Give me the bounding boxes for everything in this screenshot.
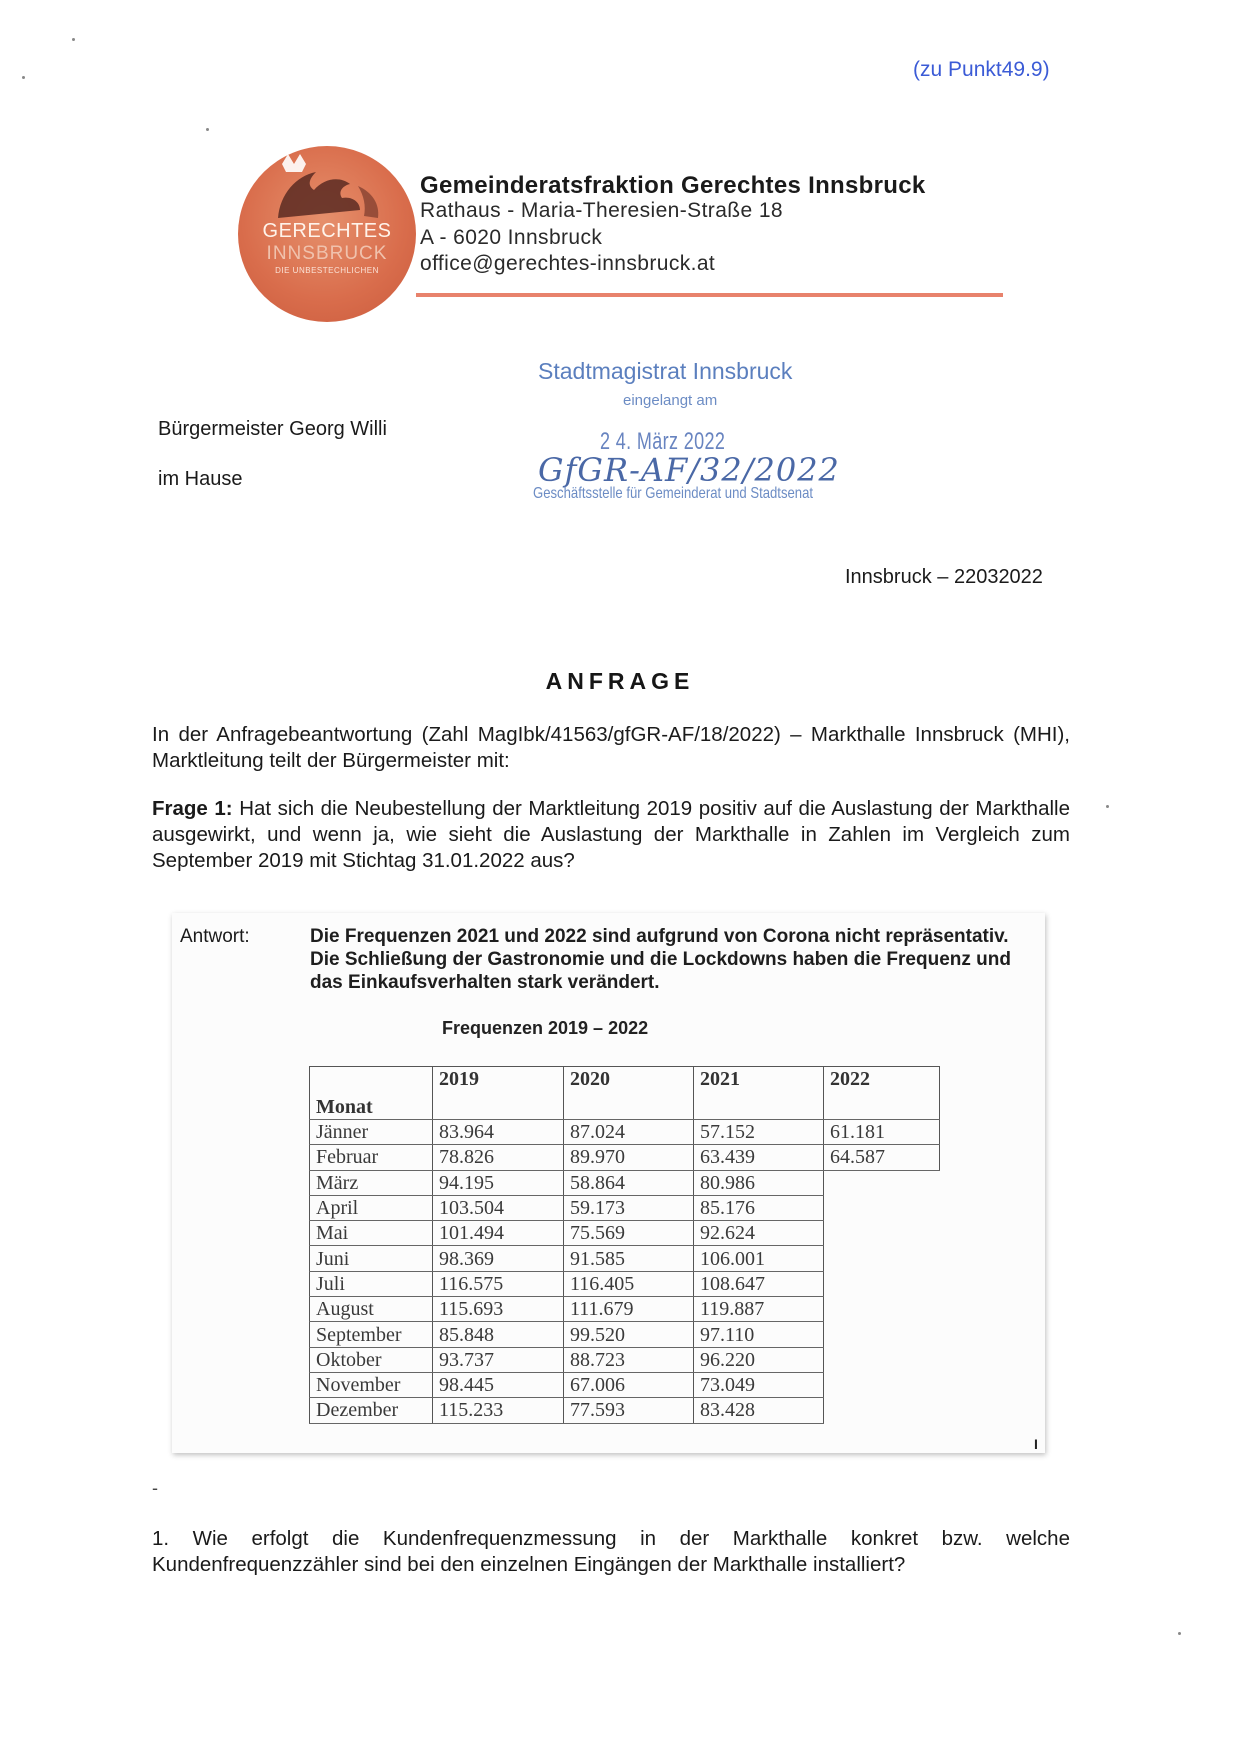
cell-value <box>824 1195 940 1220</box>
cell-value: 99.520 <box>564 1322 694 1347</box>
scan-speck <box>206 128 209 131</box>
cell-month: Juli <box>310 1271 433 1296</box>
cell-value: 106.001 <box>694 1246 824 1271</box>
cell-value: 119.887 <box>694 1297 824 1322</box>
cell-month: Mai <box>310 1221 433 1246</box>
stamp-received-label: eingelangt am <box>623 392 718 409</box>
stamp-office: Stadtmagistrat Innsbruck <box>538 358 793 384</box>
cell-value: 115.693 <box>433 1297 564 1322</box>
cell-value <box>824 1221 940 1246</box>
cell-month: Jänner <box>310 1120 433 1145</box>
cell-value: 94.195 <box>433 1170 564 1195</box>
cell-value <box>824 1372 940 1397</box>
table-row <box>310 1246 940 1271</box>
cell-value: 93.737 <box>433 1347 564 1372</box>
margin-tick-mark: I <box>1034 1436 1038 1452</box>
cell-value <box>824 1246 940 1271</box>
cell-month: April <box>310 1195 433 1220</box>
question-1: 1. Wie erfolgt die Kundenfrequenzmessung in der Markthalle konkret bzw. welche Kundenfrequenzzähler sind bei den einzelnen Eingängen der Markthalle installiert? <box>152 1527 1070 1576</box>
place-date: Innsbruck – 22032022 <box>845 566 1043 588</box>
cell-value: 88.723 <box>564 1347 694 1372</box>
answer-text: Die Frequenzen 2021 und 2022 sind aufgrund von Corona nicht repräsentativ. Die Schließung der Gastronomie und die Lockdowns haben die Frequenz und das Einkaufsverhalten stark verändert. <box>310 926 1011 993</box>
cell-month: September <box>310 1322 433 1347</box>
document-title: ANFRAGE <box>545 668 695 694</box>
table-title: Frequenzen 2019 – 2022 <box>442 1018 649 1038</box>
cell-value: 73.049 <box>694 1372 824 1397</box>
cell-value <box>824 1322 940 1347</box>
cell-value: 98.445 <box>433 1372 564 1397</box>
header-month: Monat <box>310 1067 433 1120</box>
cell-value: 108.647 <box>694 1271 824 1296</box>
cell-value: 85.176 <box>694 1195 824 1220</box>
cell-value: 115.233 <box>433 1398 564 1423</box>
scan-speck <box>1106 805 1109 808</box>
cell-value: 64.587 <box>824 1145 940 1170</box>
table-row <box>310 1271 940 1296</box>
cell-value: 63.439 <box>694 1145 824 1170</box>
cell-value <box>824 1170 940 1195</box>
cell-month: Oktober <box>310 1347 433 1372</box>
cell-value: 85.848 <box>433 1322 564 1347</box>
cell-value: 87.024 <box>564 1120 694 1145</box>
stamp-handwritten-number: GfGR-AF/32/2022 <box>538 451 840 489</box>
cell-value: 92.624 <box>694 1221 824 1246</box>
question-frage-1 <box>152 796 1070 874</box>
cell-value: 96.220 <box>694 1347 824 1372</box>
frequency-table <box>309 1066 940 1424</box>
letterhead-address-street: Rathaus - Maria-Theresien-Straße 18 <box>420 199 783 222</box>
table-row <box>310 1398 940 1423</box>
cell-value: 101.494 <box>433 1221 564 1246</box>
table-header-row <box>310 1067 940 1120</box>
cell-value: 67.006 <box>564 1372 694 1397</box>
scan-speck <box>72 38 75 41</box>
header-2021: 2021 <box>694 1067 824 1120</box>
table-row <box>310 1145 940 1170</box>
cell-month: Dezember <box>310 1398 433 1423</box>
table-row <box>310 1195 940 1220</box>
table-row <box>310 1322 940 1347</box>
letterhead-address-city: A - 6020 Innsbruck <box>420 226 603 249</box>
letterhead-divider <box>416 293 1003 297</box>
table-row <box>310 1120 940 1145</box>
cell-value: 75.569 <box>564 1221 694 1246</box>
table-row <box>310 1297 940 1322</box>
cell-value: 116.405 <box>564 1271 694 1296</box>
answer-label: Antwort: <box>180 926 250 947</box>
header-2020: 2020 <box>564 1067 694 1120</box>
cell-month: November <box>310 1372 433 1397</box>
table-row <box>310 1221 940 1246</box>
cell-value: 91.585 <box>564 1246 694 1271</box>
letterhead-email: office@gerechtes-innsbruck.at <box>420 252 716 275</box>
cell-value: 77.593 <box>564 1398 694 1423</box>
question-frage-1-label: Frage 1: <box>152 797 233 820</box>
logo-text-innsbruck: INNSBRUCK <box>266 243 388 264</box>
cell-month: März <box>310 1170 433 1195</box>
margin-dash-mark: - <box>152 1478 158 1498</box>
cell-value: 80.986 <box>694 1170 824 1195</box>
cell-value <box>824 1297 940 1322</box>
header-2022: 2022 <box>824 1067 940 1120</box>
recipient-location: im Hause <box>158 468 243 490</box>
cell-value: 97.110 <box>694 1322 824 1347</box>
party-logo <box>238 146 416 322</box>
logo-text-gerechtes: GERECHTES <box>262 220 392 242</box>
cell-value: 83.428 <box>694 1398 824 1423</box>
cell-value: 98.369 <box>433 1246 564 1271</box>
question-frage-1-text: Hat sich die Neubestellung der Marktleitung 2019 positiv auf die Auslastung der Markthalle ausgewirkt, und wenn ja, wie sieht die Auslastung der Markthalle in Zahlen im Vergleich zum September 2019 mit Stichtag 31.01.2022 aus? <box>152 797 1070 872</box>
logo-text-slogan: DIE UNBESTECHLICHEN <box>275 266 379 275</box>
cell-month: August <box>310 1297 433 1322</box>
stamp-department: Geschäftsstelle für Gemeinderat und Stadtsenat <box>533 485 814 502</box>
cell-value: 116.575 <box>433 1271 564 1296</box>
table-row <box>310 1372 940 1397</box>
cell-month: Juni <box>310 1246 433 1271</box>
cell-value <box>824 1398 940 1423</box>
cell-value: 89.970 <box>564 1145 694 1170</box>
agenda-reference: (zu Punkt49.9) <box>913 58 1050 81</box>
cell-value: 83.964 <box>433 1120 564 1145</box>
table-row <box>310 1347 940 1372</box>
recipient-name: Bürgermeister Georg Willi <box>158 418 387 440</box>
cell-value: 57.152 <box>694 1120 824 1145</box>
cell-month: Februar <box>310 1145 433 1170</box>
cell-value <box>824 1271 940 1296</box>
letterhead-name: Gemeinderatsfraktion Gerechtes Innsbruck <box>420 172 926 199</box>
scan-speck <box>1178 1632 1181 1635</box>
cell-value: 111.679 <box>564 1297 694 1322</box>
cell-value: 78.826 <box>433 1145 564 1170</box>
cell-value: 59.173 <box>564 1195 694 1220</box>
header-2019: 2019 <box>433 1067 564 1120</box>
intro-paragraph: In der Anfragebeantwortung (Zahl MagIbk/41563/gfGR-AF/18/2022) – Markthalle Innsbruck (MHI), Marktleitung teilt der Bürgermeister mit: <box>152 723 1070 772</box>
table-row <box>310 1170 940 1195</box>
cell-value: 58.864 <box>564 1170 694 1195</box>
cell-value: 103.504 <box>433 1195 564 1220</box>
stamp-date: 2 4. März 2022 <box>600 428 726 455</box>
scan-speck <box>22 76 25 79</box>
cell-value: 61.181 <box>824 1120 940 1145</box>
cell-value <box>824 1347 940 1372</box>
